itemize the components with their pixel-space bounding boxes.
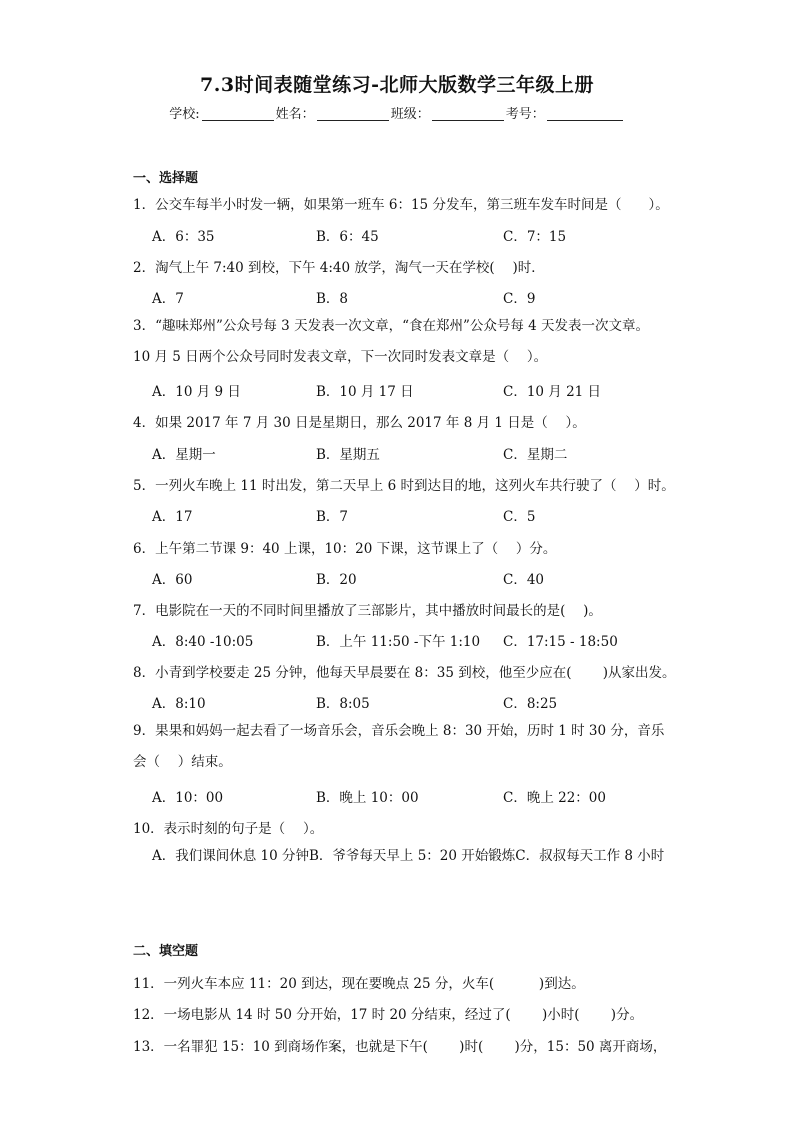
- question-9: 9．果果和妈妈一起去看了一场音乐会，音乐会晚上 8：30 开始，历时 1 时 30 分，音乐会（ ）结束。: [133, 723, 665, 770]
- q6-option-b[interactable]: B．20: [316, 572, 357, 588]
- question-2: 2．淘气上午 7:40 到校，下午 4:40 放学，淘气一天在学校( )时．: [133, 260, 545, 276]
- question-12: 12．一场电影从 14 时 50 分开始，17 时 20 分结束，经过了( )小时( )分。: [133, 1007, 644, 1023]
- q7-option-b[interactable]: B．上午 11:50 -下午 1:10: [316, 634, 481, 650]
- q8-option-b[interactable]: B．8:05: [316, 696, 370, 712]
- q4-option-c[interactable]: C．星期二: [503, 447, 568, 463]
- q6-option-a[interactable]: A．60: [152, 572, 193, 588]
- q5-option-c[interactable]: C．5: [503, 509, 536, 525]
- question-13: 13．一名罪犯 15：10 到商场作案，也就是下午( )时( )分，15：50 离开商场，: [133, 1039, 667, 1055]
- name-label: 姓名：: [275, 107, 315, 122]
- exam-no-label: 考号：: [505, 107, 545, 122]
- section-heading-choice: 一、选择题: [133, 171, 199, 186]
- question-1: 1．公交车每半小时发一辆，如果第一班车 6：15 分发车，第三班车发车时间是（ ）。: [133, 197, 669, 213]
- q9-option-b[interactable]: B．晚上 10：00: [316, 790, 419, 806]
- question-5: 5．一列火车晚上 11 时出发，第二天早上 6 时到达目的地，这列火车共行驶了（ ）时。: [133, 478, 675, 494]
- q8-option-a[interactable]: A．8:10: [152, 696, 206, 712]
- question-6: 6．上午第二节课 9：40 上课，10：20 下课，这节课上了（ ）分。: [133, 541, 557, 557]
- q1-option-a[interactable]: A．6：35: [152, 229, 215, 245]
- q4-option-b[interactable]: B．星期五: [316, 447, 380, 463]
- q6-option-c[interactable]: C．40: [503, 572, 545, 588]
- question-3: 3．“趣味郑州”公众号每 3 天发表一次文章，“食在郑州”公众号每 4 天发表一次文章。10 月 5 日两个公众号同时发表文章，下一次同时发表文章是（ ）。: [133, 318, 650, 365]
- q1-option-c[interactable]: C．7：15: [503, 229, 567, 245]
- q5-option-a[interactable]: A．17: [152, 509, 193, 525]
- question-4: 4．如果 2017 年 7 月 30 日是星期日，那么 2017 年 8 月 1 日是（ ）。: [133, 415, 586, 431]
- school-label: 学校:: [169, 107, 200, 122]
- q2-option-c[interactable]: C．9: [503, 291, 536, 307]
- school-blank[interactable]: [202, 106, 274, 121]
- exam-no-blank[interactable]: [547, 106, 623, 121]
- q3-option-c[interactable]: C．10 月 21 日: [503, 384, 602, 400]
- q7-option-a[interactable]: A．8:40 -10:05: [152, 634, 254, 650]
- q2-option-a[interactable]: A．7: [152, 291, 184, 307]
- q9-option-c[interactable]: C．晚上 22：00: [503, 790, 606, 806]
- q3-option-b[interactable]: B．10 月 17 日: [316, 384, 414, 400]
- question-11: 11．一列火车本应 11：20 到达，现在要晚点 25 分，火车( )到达。: [133, 976, 585, 992]
- name-blank[interactable]: [317, 106, 389, 121]
- q3-option-a[interactable]: A．10 月 9 日: [152, 384, 241, 400]
- page-title: 7.3时间表随堂练习-北师大版数学三年级上册: [200, 74, 594, 96]
- q1-option-b[interactable]: B．6：45: [316, 229, 379, 245]
- class-blank[interactable]: [432, 106, 504, 121]
- q7-option-c[interactable]: C．17:15 - 18:50: [503, 634, 618, 650]
- q4-option-a[interactable]: A．星期一: [152, 447, 216, 463]
- q9-option-a[interactable]: A．10：00: [152, 790, 224, 806]
- student-info-line: [0, 103, 794, 122]
- question-8: 8．小青到学校要走 25 分钟，他每天早晨要在 8：35 到校，他至少应在( )从家出发。: [133, 665, 676, 681]
- q10-options[interactable]: A．我们课间休息 10 分钟B．爷爷每天早上 5：20 开始锻炼C．叔叔每天工作 8 小时: [152, 848, 665, 864]
- q8-option-c[interactable]: C．8:25: [503, 696, 558, 712]
- question-10: 10．表示时刻的句子是（ ）。: [133, 821, 324, 837]
- class-label: 班级：: [390, 107, 430, 122]
- question-7: 7．电影院在一天的不同时间里播放了三部影片，其中播放时间最长的是( )。: [133, 603, 602, 619]
- q5-option-b[interactable]: B．7: [316, 509, 349, 525]
- q2-option-b[interactable]: B．8: [316, 291, 349, 307]
- section-heading-fill: 二、填空题: [133, 944, 199, 959]
